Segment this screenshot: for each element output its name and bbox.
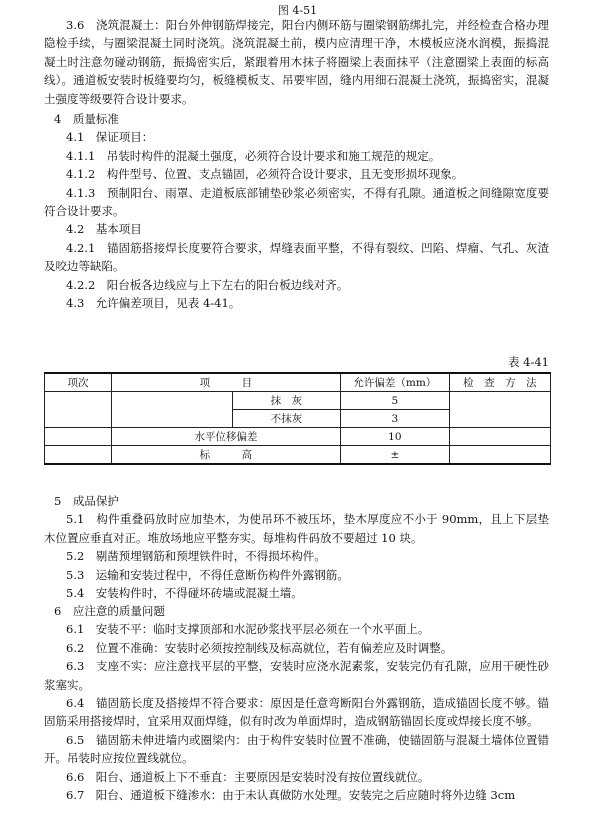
table-cell (45, 428, 112, 446)
table-header-row (45, 373, 551, 392)
section-4 (44, 110, 549, 312)
table-title: 表 4-41 (508, 355, 549, 369)
list-item: 6.5 锚固筋未伸进墙内或圈梁内：由于构件安装时位置不准确，使锚固筋与混凝土墙体位置错开。吊装时应按位置线就位。 (44, 732, 549, 766)
table-cell: 3 (340, 410, 449, 428)
list-item: 6.7 阳台、通道板下缝渗水：由于未认真做防水处理。安装完之后应随时将外边缝 3cm (66, 788, 516, 803)
tolerance-table (44, 372, 551, 465)
table-cell: 5 (340, 392, 449, 410)
table-cell (449, 428, 550, 446)
list-item: 4.1.2 构件型号、位置、支点锚固，必须符合设计要求，且无变形损坏现象。 (66, 167, 464, 182)
paragraph-3-6: 3.6 浇筑混凝土：阳台外伸钢筋焊接完，阳台内侧环筋与圈梁钢筋绑扎完，并经检查合格办理隐检手续，与圈梁混凝土同时浇筑。浇筑混凝土前，模内应清理干净，木模板应浇水润模，振捣混凝土时注意勿碰动钢筋，振捣密实后，紧跟着用木抹子将圈梁上表面抹平（注意圈梁上表面的标高线）。通道板安装时板缝要均匀，板缝模板支、吊要牢固，缝内用细石混凝土浇筑，振捣密实，混凝土强度等级要符合设计要求。 (44, 18, 549, 106)
list-item: 6.6 阳台、通道板上下不垂直：主要原因是安装时没有按位置线就位。 (66, 769, 430, 784)
list-item: 4.3 允许偏差项目，见表 4-41。 (66, 296, 241, 311)
table-cell: 抹 灰 (233, 392, 341, 410)
header-cell: 检 查 方 法 (449, 373, 550, 392)
header-cell: 允许偏差（mm） (340, 373, 449, 392)
section-heading: 5 成品保护 (54, 494, 119, 508)
section-heading: 6 应注意的质量问题 (54, 604, 165, 618)
header-cell: 项 目 (112, 373, 341, 392)
list-item: 4.1.1 吊装时构件的混凝土强度，必须符合设计要求和施工规范的规定。 (66, 148, 441, 163)
figure-caption: 图 4-51 (277, 4, 318, 17)
table-cell: ± (340, 446, 449, 465)
section-5 (44, 492, 549, 602)
header-cell: 项次 (45, 373, 112, 392)
table-cell: 不抹灰 (233, 410, 341, 428)
list-item: 6.3 支座不实：应注意找平层的平整，安装时应浇水泥素浆，安装完仍有孔隙，应用干硬性砂浆塞实。 (44, 659, 549, 692)
table-cell (449, 392, 550, 428)
table-cell (45, 392, 112, 428)
list-item: 5.1 构件重叠码放时应加垫木，为使吊环不被压坏，垫木厚度应不小于 90mm，且上下层垫木位置应垂直对正。堆放场地应平整夯实。每堆构件码放不要超过 10 块。 (44, 512, 549, 545)
list-item: 6.4 锚固筋长度及搭接焊不符合要求：原因是任意弯断阳台外露钢筋，造成锚固长度不够。锚固筋采用搭接焊时，宜采用双面焊缝，似有时改为单面焊时，造成钢筋锚固长度或焊接长度不够。 (44, 696, 549, 729)
list-item: 6.2 位置不准确：安装时必须按控制线及标高就位，若有偏差应及时调整。 (66, 640, 453, 655)
table-cell: 10 (340, 428, 449, 446)
table-cell (449, 446, 550, 465)
list-item: 4.2.1 锚固筋搭接焊长度要符合要求，焊缝表面平整，不得有裂纹、凹陷、焊瘤、气孔、灰渣及咬边等缺陷。 (44, 240, 549, 274)
table-row (45, 446, 551, 465)
section-top (44, 16, 549, 108)
table-cell: 水平位移偏差 (112, 428, 341, 446)
section-heading: 4 质量标准 (54, 112, 119, 126)
list-item: 6.1 安装不平：临时支撑顶部和水泥砂浆找平层必须在一个水平面上。 (66, 622, 430, 637)
list-item: 4.2.2 阳台板各边线应与上下左右的阳台板边线对齐。 (66, 277, 349, 292)
list-item: 5.2 剔凿预埋钢筋和预埋铁件时，不得损坏构件。 (66, 549, 326, 564)
table-cell: 标 高 (112, 446, 341, 465)
table-row (45, 392, 551, 410)
list-item: 4.1 保证项目： (66, 130, 154, 145)
list-item: 5.4 安装构件时，不得碰坏砖墙或混凝土墙。 (66, 586, 303, 601)
table-cell (45, 446, 112, 465)
list-item: 4.1.3 预制阳台、雨罩、走道板底部铺垫砂浆必须密实，不得有孔隙。通道板之间缝隙宽度要符合设计要求。 (44, 185, 549, 219)
section-6 (44, 602, 549, 804)
table-row (45, 428, 551, 446)
table-cell (112, 392, 233, 428)
list-item: 5.3 运输和安装过程中，不得任意断伤构件外露钢筋。 (66, 567, 349, 582)
list-item: 4.2 基本项目 (66, 222, 142, 237)
